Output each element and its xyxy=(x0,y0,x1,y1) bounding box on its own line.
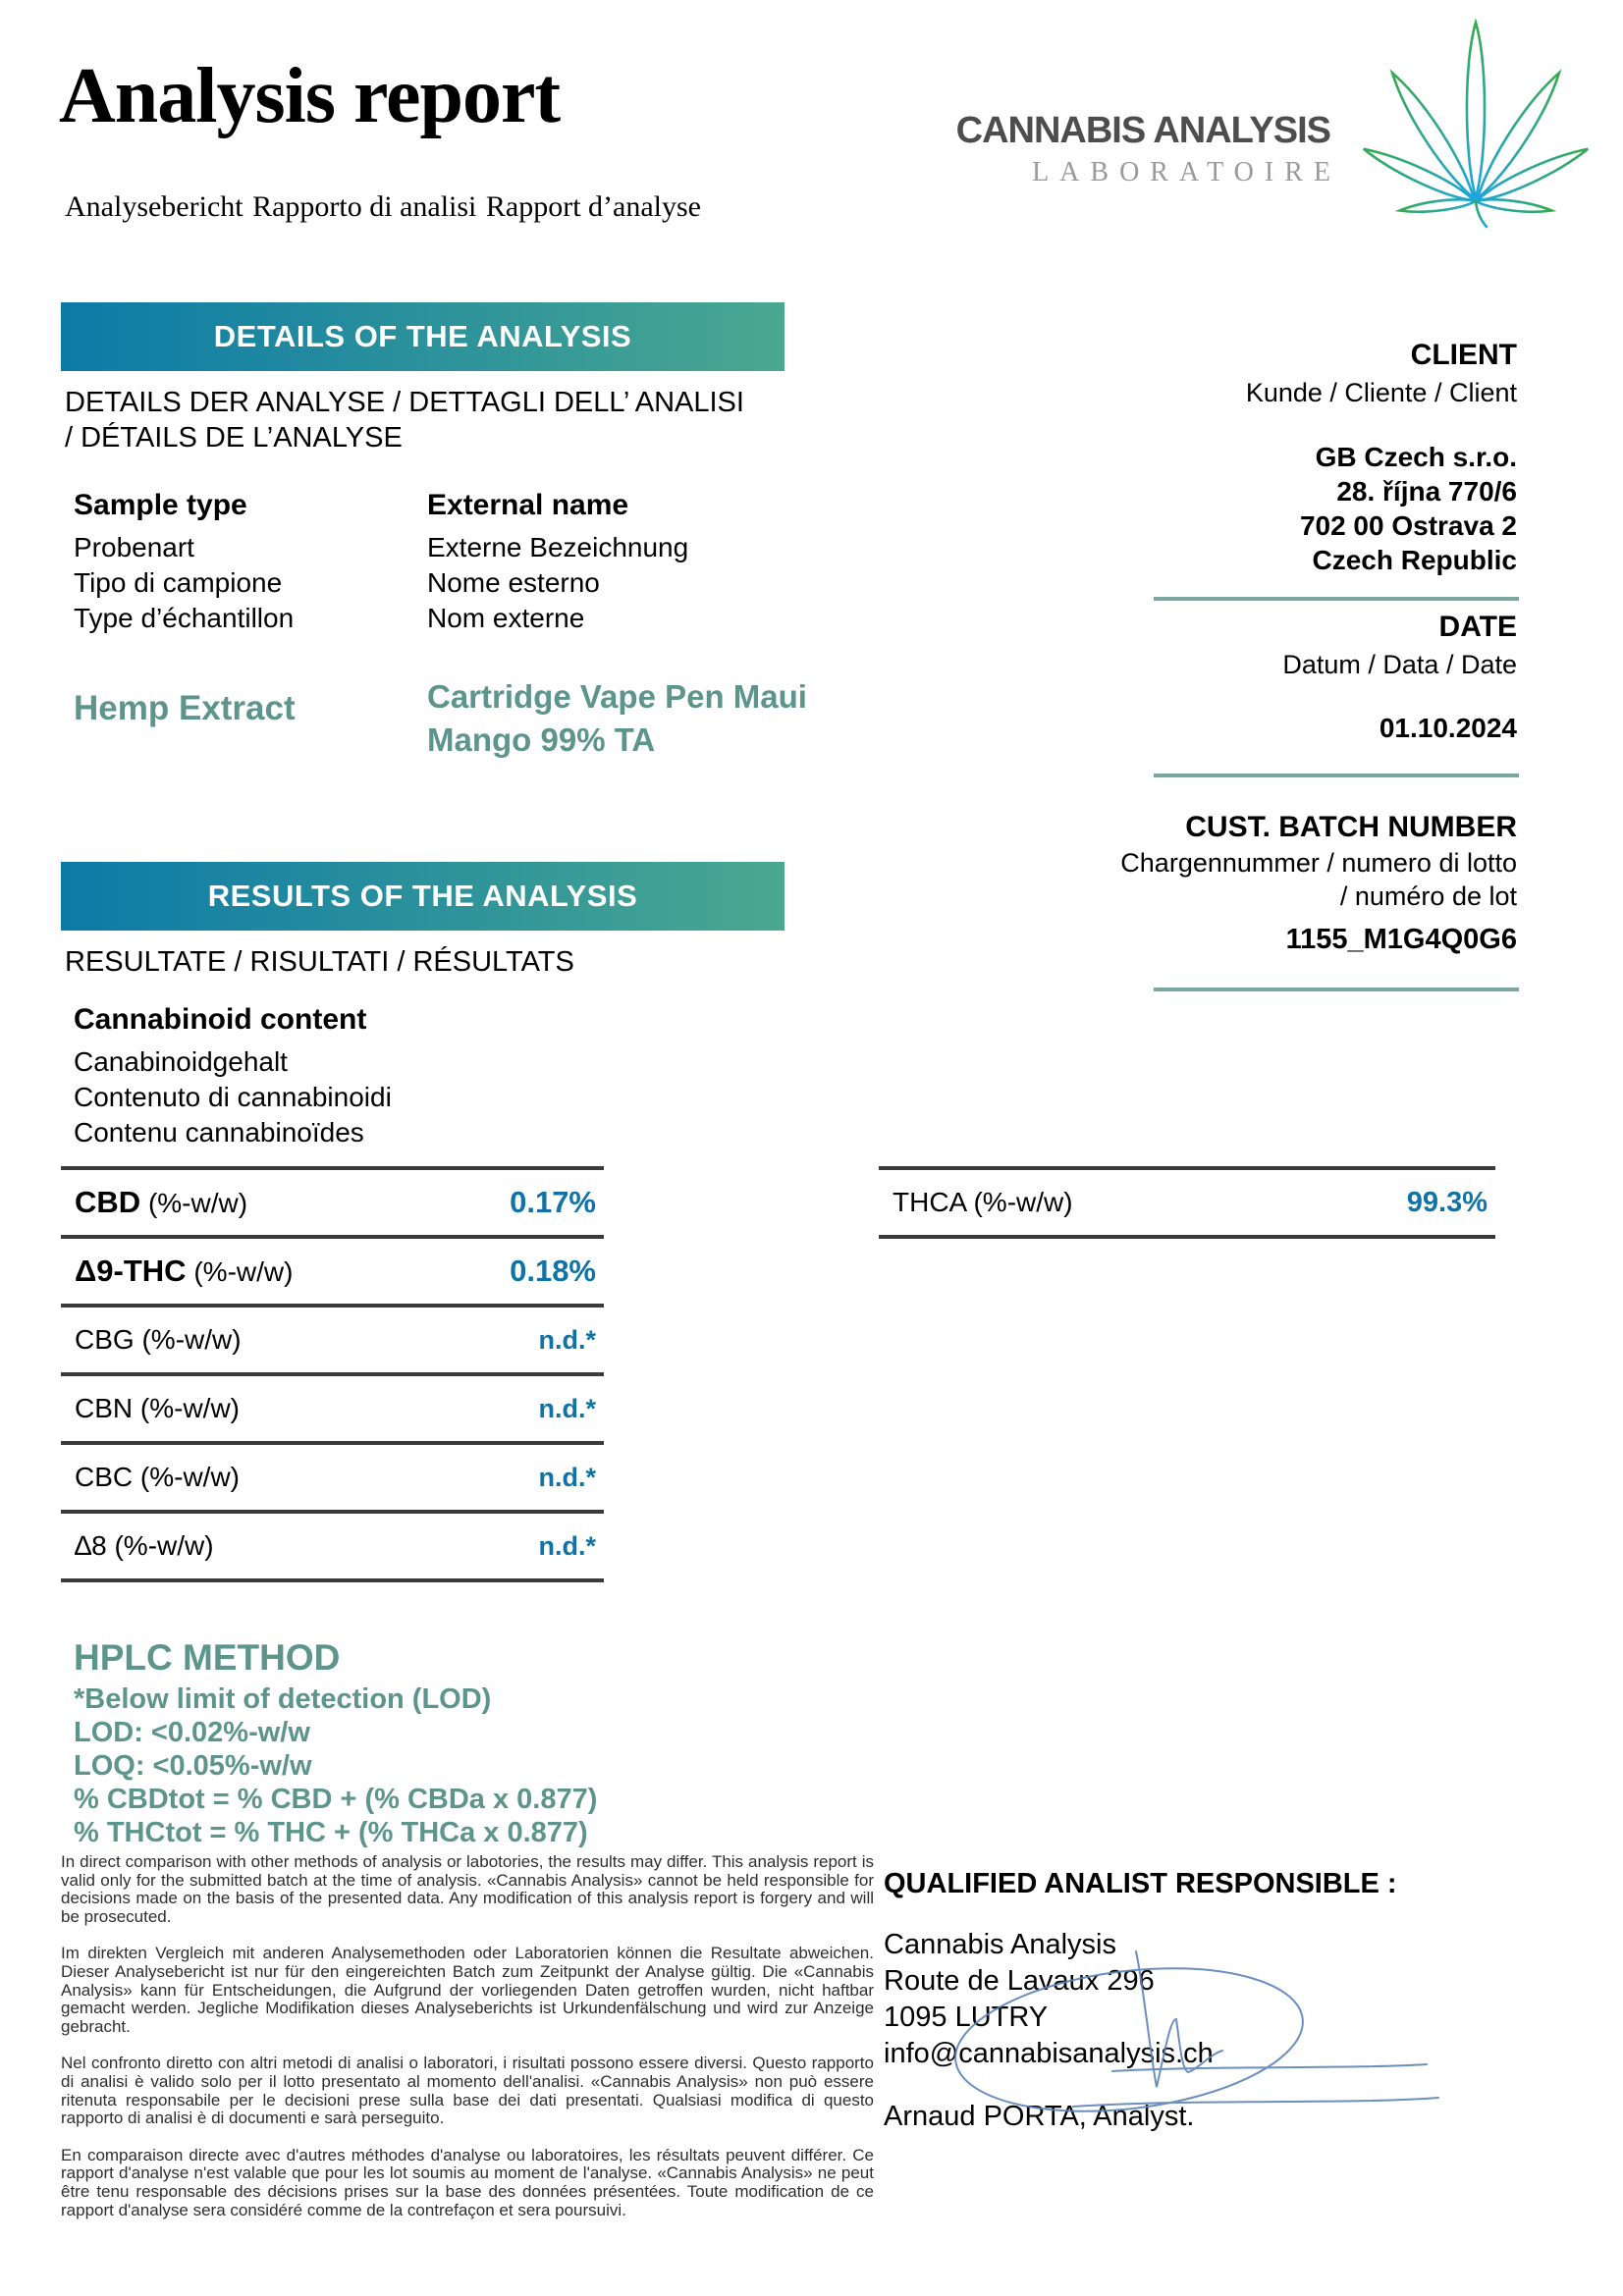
hplc-cbdtot-formula: % CBDtot = % CBD + (% CBDa x 0.877) xyxy=(74,1784,598,1815)
compound-value: n.d.* xyxy=(538,1462,596,1492)
hplc-method-lines xyxy=(74,1682,597,1849)
batch-translation-line1: Chargennummer / numero di lotto xyxy=(1120,848,1517,878)
compound-value: n.d.* xyxy=(538,1324,596,1355)
compound-name: CBN xyxy=(75,1393,134,1423)
batch-value: 1155_M1G4Q0G6 xyxy=(1285,924,1517,955)
table-row-cbn xyxy=(61,1372,604,1441)
external-name-translation-de: Externe Bezeichnung xyxy=(427,532,689,562)
cannabinoid-content-title: Cannabinoid content xyxy=(74,1003,367,1036)
sample-type-value: Hemp Extract xyxy=(74,689,296,727)
client-label: CLIENT xyxy=(1410,339,1517,371)
subtitle-german: Analysebericht xyxy=(65,190,243,223)
sample-type-translations xyxy=(74,530,294,636)
sample-type-label: Sample type xyxy=(74,489,247,521)
compound-name: CBD xyxy=(75,1185,141,1219)
details-banner-translations: DETAILS DER ANALYSE / DETTAGLI DELL’ ANALISI / DÉTAILS DE L’ANALYSE xyxy=(65,387,744,454)
compound-unit: (%-w/w) xyxy=(193,1256,294,1287)
cannabis-leaf-icon xyxy=(1358,15,1594,245)
batch-label: CUST. BATCH NUMBER xyxy=(1185,811,1517,843)
subtitle-french: Rapport d’analyse xyxy=(485,190,701,223)
date-label: DATE xyxy=(1438,611,1517,643)
compound-name: ∆8 xyxy=(75,1530,107,1561)
compound-name: THCA xyxy=(893,1187,966,1217)
analyst-city: 1095 LUTRY xyxy=(884,2002,1049,2033)
details-banner: DETAILS OF THE ANALYSIS xyxy=(61,302,784,371)
divider xyxy=(1154,774,1519,777)
analyst-lab-name: Cannabis Analysis xyxy=(884,1929,1116,1960)
date-value: 01.10.2024 xyxy=(1379,713,1517,743)
compound-name: Δ9-THC xyxy=(75,1254,187,1288)
results-table-left xyxy=(61,1166,604,1582)
external-name-value: Cartridge Vape Pen Maui Mango 99% TA xyxy=(427,678,807,758)
compound-value: n.d.* xyxy=(538,1530,596,1561)
compound-value: 0.17% xyxy=(510,1185,596,1219)
compound-value: n.d.* xyxy=(538,1393,596,1423)
analyst-email: info@cannabisanalysis.ch xyxy=(884,2038,1214,2069)
cannabinoid-translation-it: Contenuto di cannabinoidi xyxy=(74,1082,392,1112)
compound-unit: (%-w/w) xyxy=(141,1324,242,1355)
hplc-loq: LOQ: <0.05%-w/w xyxy=(74,1750,312,1782)
batch-translation-line2: / numéro de lot xyxy=(1339,881,1517,911)
date-translations: Datum / Data / Date xyxy=(1282,650,1517,679)
hplc-thctot-formula: % THCtot = % THC + (% THCa x 0.877) xyxy=(74,1817,588,1848)
sample-type-translation-it: Tipo di campione xyxy=(74,567,283,598)
hplc-lod-note: *Below limit of detection (LOD) xyxy=(74,1683,492,1715)
cannabinoid-translation-fr: Contenu cannabinoïdes xyxy=(74,1117,364,1148)
compound-unit: (%-w/w) xyxy=(139,1393,240,1423)
compound-name: CBC xyxy=(75,1462,134,1492)
table-row-d8 xyxy=(61,1510,604,1578)
compound-unit: (%-w/w) xyxy=(973,1187,1073,1217)
table-row-cbd xyxy=(61,1166,604,1235)
disclaimer-italian: Nel confronto diretto con altri metodi di analisi o laboratori, i risultati possono essere diversi. Questo rapporto di analisi è valido solo per il lotto presentato al momento dell'analisi. «Cannabis Analysis» non può essere ritenuta responsabile per le decisioni prese sulla base dei dati presentati. Qualsiasi modifica di questo rapporto di analisi è di documenti e sarà perseguito. xyxy=(61,2054,874,2128)
sample-type-translation-de: Probenart xyxy=(74,532,194,562)
hplc-lod: LOD: <0.02%-w/w xyxy=(74,1717,310,1748)
client-translations: Kunde / Cliente / Client xyxy=(1245,378,1517,407)
page-subtitles xyxy=(65,190,701,224)
disclaimer-block xyxy=(61,1853,874,2238)
external-name-translation-fr: Nom externe xyxy=(427,603,585,633)
compound-value: 0.18% xyxy=(510,1254,596,1288)
cannabinoid-translation-de: Canabinoidgehalt xyxy=(74,1046,288,1077)
disclaimer-german: Im direkten Vergleich mit anderen Analysemethoden oder Laboratorien können die Resultate abweichen. Dieser Analysebericht ist nur für den eingereichten Batch zum Zeitpunkt der Analyse gültig. Die «Cannabis Analysis» kann für Entscheidungen, die Aufgrund der vorliegenden Daten getroffen wurden, nicht haftbar gemacht werden. Jegliche Modifikation dieses Analyseberichts ist Urkundenfälschung und wird zur Anzeige gebracht. xyxy=(61,1944,874,2036)
external-name-translation-it: Nome esterno xyxy=(427,567,600,598)
lab-logo-subname: LABORATOIRE xyxy=(1032,157,1341,187)
compound-value: 99.3% xyxy=(1406,1186,1488,1218)
hplc-method-title: HPLC METHOD xyxy=(74,1637,341,1678)
client-address xyxy=(1080,440,1517,577)
compound-unit: (%-w/w) xyxy=(139,1462,240,1492)
external-name-translations xyxy=(427,530,688,636)
subtitle-italian: Rapporto di analisi xyxy=(252,190,477,223)
results-banner-translations: RESULTATE / RISULTATI / RÉSULTATS xyxy=(65,946,574,978)
results-table-right xyxy=(879,1166,1495,1239)
analyst-address xyxy=(884,1927,1214,2072)
divider xyxy=(1154,597,1519,601)
client-country: Czech Republic xyxy=(1312,545,1517,575)
lab-logo-name: CANNABIS ANALYSIS xyxy=(955,110,1330,151)
lab-logo xyxy=(687,110,1341,188)
sample-type-translation-fr: Type d’échantillon xyxy=(74,603,295,633)
compound-name: CBG xyxy=(75,1324,135,1355)
analyst-heading: QUALIFIED ANALIST RESPONSIBLE : xyxy=(884,1868,1397,1899)
table-row-thca xyxy=(879,1166,1495,1235)
compound-unit: (%-w/w) xyxy=(114,1530,214,1561)
external-name-label: External name xyxy=(427,489,629,521)
client-street: 28. října 770/6 xyxy=(1336,476,1517,507)
disclaimer-english: In direct comparison with other methods of analysis or labotories, the results may differ. This analysis report is valid only for the submitted batch at the time of analysis. «Cannabis Analysis» cannot be held responsible for decisions made on the basis of the presented data. Any modification of this analysis report is forgery and will be prosecuted. xyxy=(61,1852,874,1926)
client-city: 702 00 Ostrava 2 xyxy=(1299,510,1517,541)
table-row-d9thc xyxy=(61,1235,604,1304)
compound-unit: (%-w/w) xyxy=(147,1188,248,1218)
table-row-cbg xyxy=(61,1304,604,1372)
table-row-cbc xyxy=(61,1441,604,1510)
analyst-street: Route de Lavaux 296 xyxy=(884,1965,1155,1997)
disclaimer-french: En comparaison directe avec d'autres méthodes d'analyse ou laboratoires, les résultats peuvent différer. Ce rapport d'analyse n'est valable que pour les lot soumis au moment de l'analyse. «Cannabis Analysis» ne peut être tenu responsable des décisions prises sur la base des données présentées. Toute modification de ce rapport d'analyse sera considéré comme de la contrefaçon et sera poursuivi. xyxy=(61,2145,874,2219)
cannabinoid-content-translations xyxy=(74,1044,392,1150)
results-banner: RESULTS OF THE ANALYSIS xyxy=(61,862,784,931)
analyst-signature-name: Arnaud PORTA, Analyst. xyxy=(884,2101,1195,2132)
divider xyxy=(1154,988,1519,991)
client-company: GB Czech s.r.o. xyxy=(1315,442,1517,472)
page-title: Analysis report xyxy=(59,53,561,139)
batch-translations xyxy=(1080,846,1517,913)
